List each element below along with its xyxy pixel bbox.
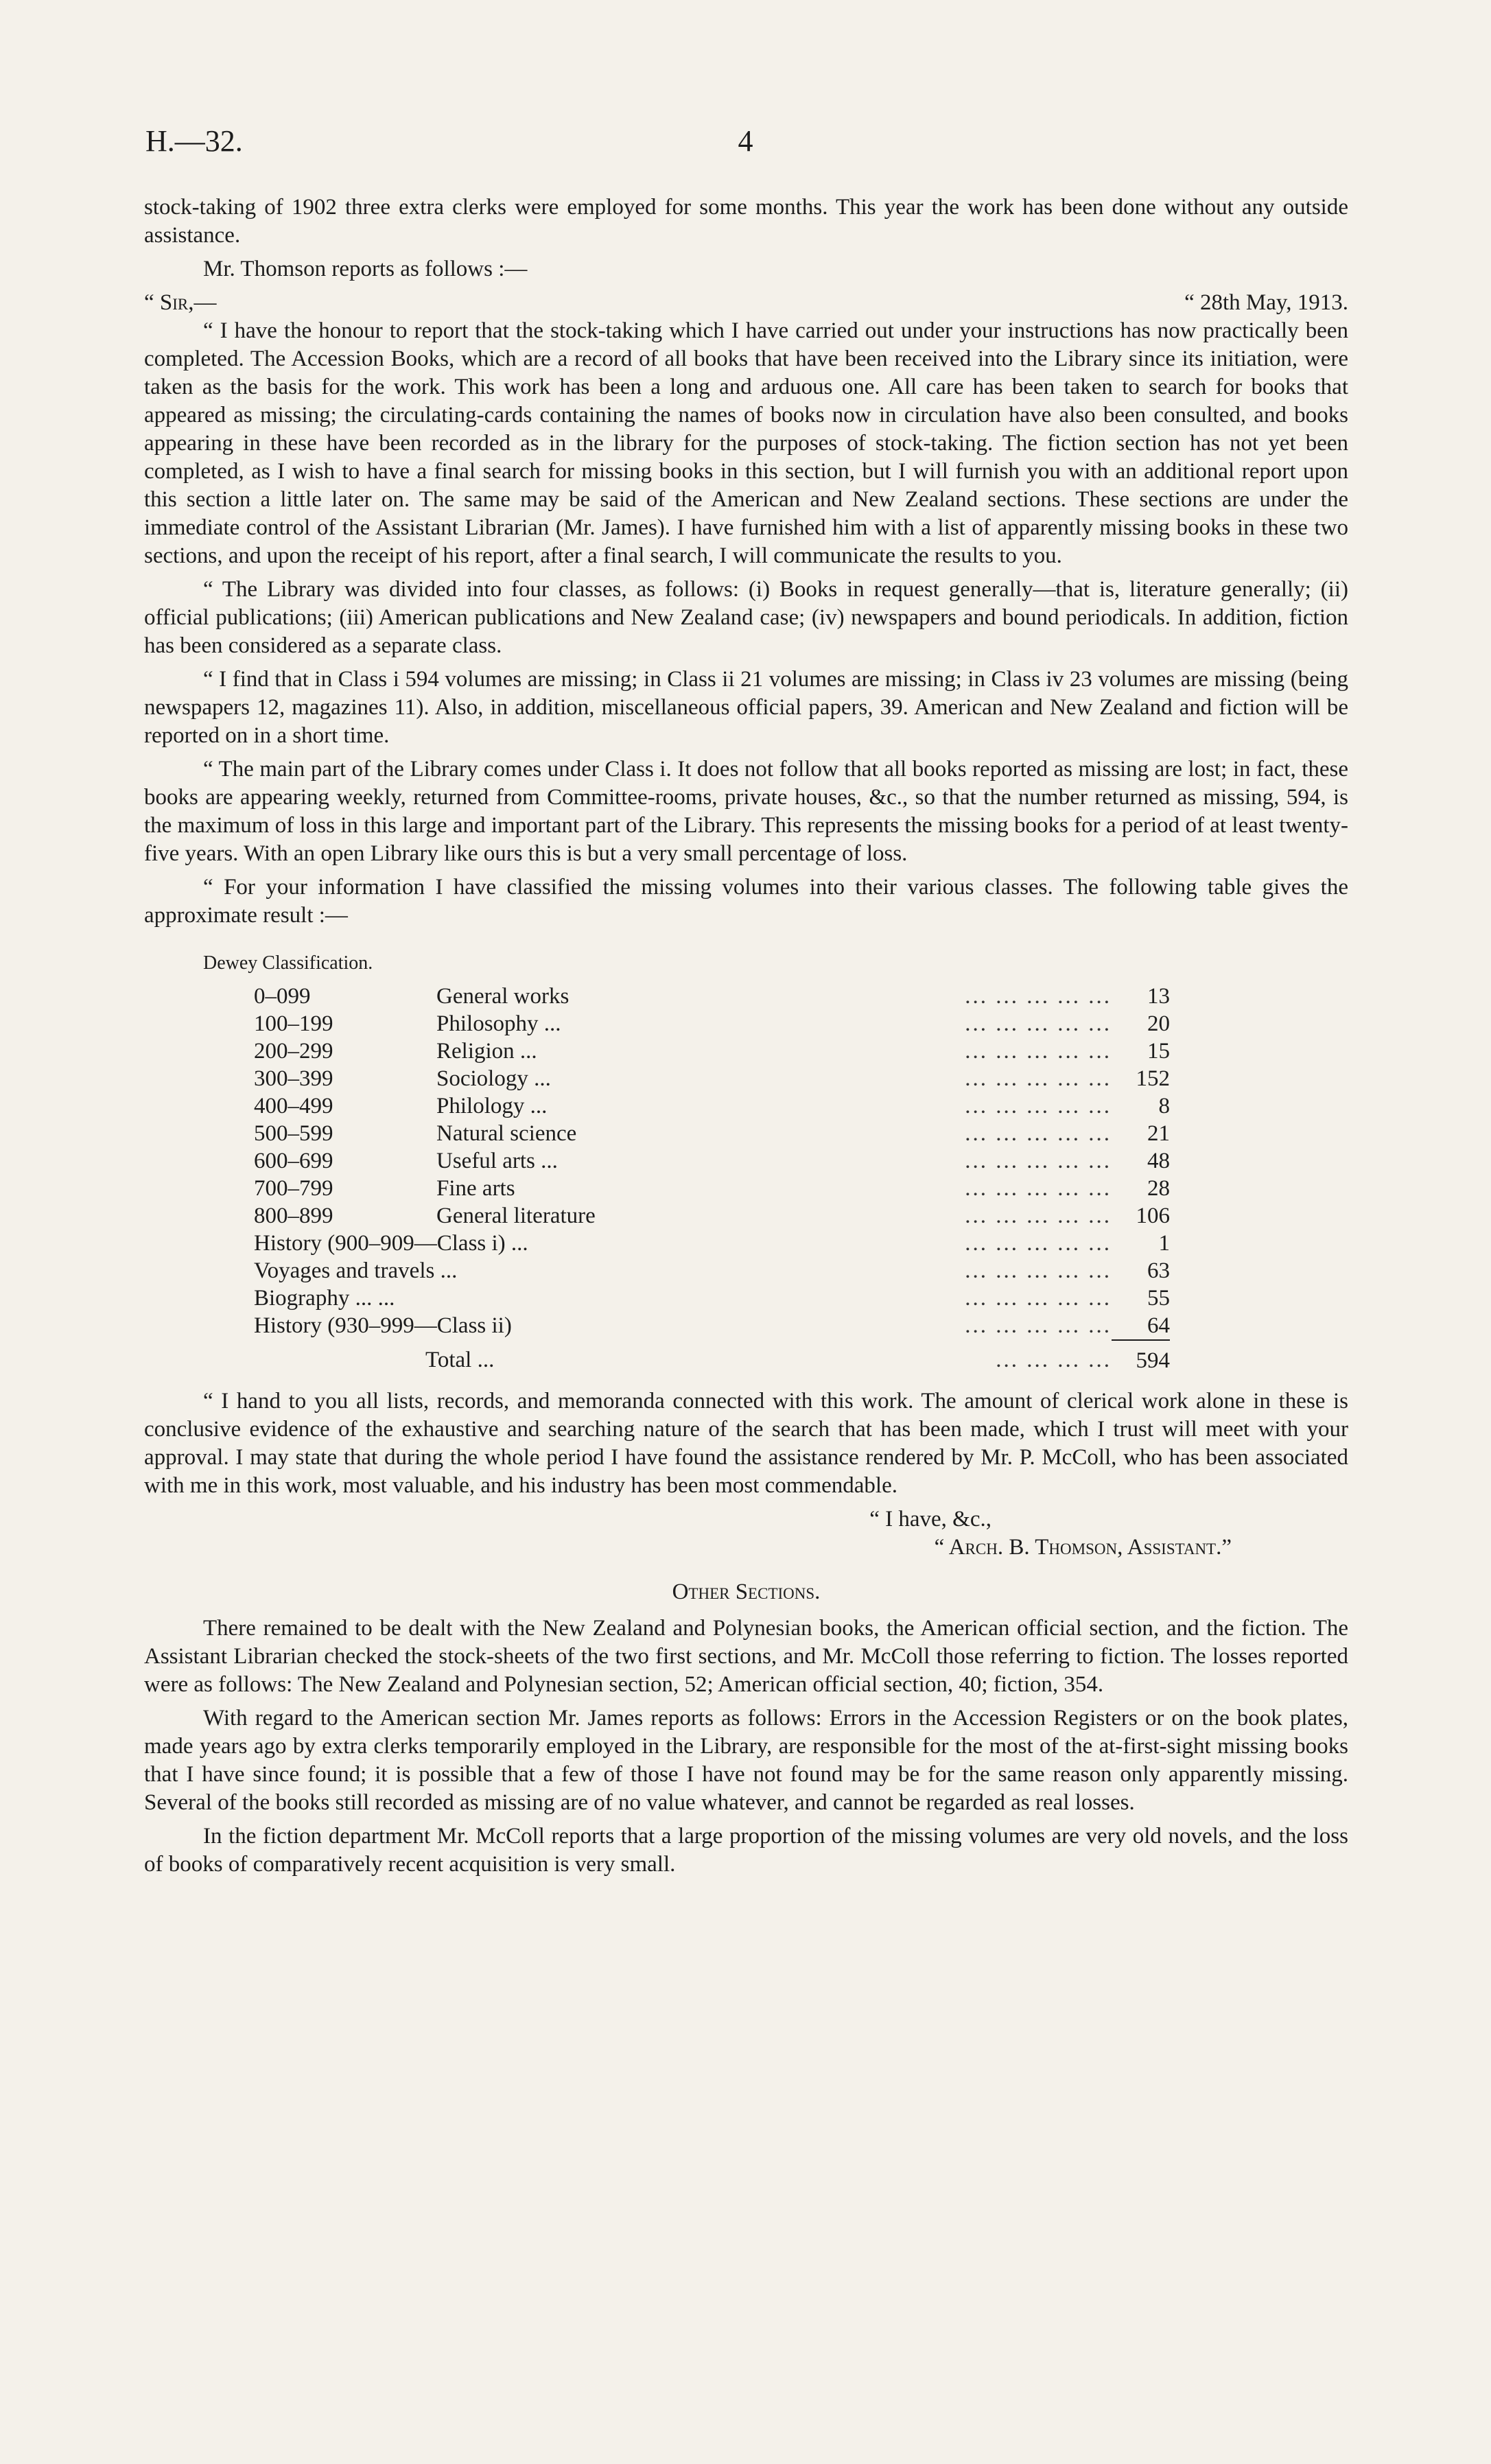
letter-paragraph: “ For your information I have classified the missing volumes into their various classes. The following table gives the approximate result :— (144, 875, 1348, 928)
intro-paragraph: Mr. Thomson reports as follows :— (203, 257, 528, 281)
document-reference: H.—32. (145, 124, 243, 158)
letter-date: “ 28th May, 1913. (1184, 290, 1348, 315)
table-row (254, 1010, 1170, 1037)
dewey-classification-table (254, 983, 1170, 1381)
class-name: Useful arts ... (436, 1149, 558, 1173)
class-name: General works (436, 984, 570, 1009)
class-name: Natural science (436, 1121, 577, 1146)
class-range: 400–499 (254, 1094, 333, 1118)
table-row (254, 983, 1170, 1010)
table-row (254, 1312, 1170, 1340)
dot-leader: ... ... ... ... ... (965, 1149, 1112, 1173)
missing-count: 106 (1136, 1204, 1170, 1228)
table-row (254, 1147, 1170, 1175)
total-label: Total ... (425, 1348, 495, 1372)
page-header (145, 124, 1346, 172)
missing-count: 20 (1147, 1011, 1170, 1036)
class-name: General literature (436, 1204, 596, 1228)
letter-closing-paragraph: “ I hand to you all lists, records, and memoranda connected with this work. The amount of clerical work alone in these is conclusive evidence of the exhaustive and searching nature of the search that has been made, which I trust will meet with your approval. I may state that during the whole period I have found the assistance rendered by Mr. P. McColl, who has been associated with me in this work, most valuable, and his industry has been most commendable. (144, 1389, 1348, 1498)
class-range: 0–099 (254, 984, 311, 1009)
table-row (254, 1120, 1170, 1147)
letter-paragraph: “ The Library was divided into four classes, as follows: (i) Books in request generally—that is, literature generally; (ii) official publications; (iii) American publications and New Zealand case; (iv) newspapers and bound periodicals. In addition, fiction has been considered as a separate class. (144, 577, 1348, 658)
class-range: 100–199 (254, 1011, 333, 1036)
section-paragraph: In the fiction department Mr. McColl reports that a large proportion of the missing volumes are very old novels, and the loss of books of comparatively recent acquisition is very small. (144, 1824, 1348, 1877)
dot-leader: ... ... ... ... ... (965, 1121, 1112, 1146)
missing-count: 48 (1147, 1149, 1170, 1173)
section-heading: Other Sections. (672, 1580, 821, 1604)
class-name: Philology ... (436, 1094, 548, 1118)
class-range: 600–699 (254, 1149, 333, 1173)
table-row (254, 1092, 1170, 1120)
class-range: 500–599 (254, 1121, 333, 1146)
dot-leader: ... ... ... ... ... (965, 1066, 1112, 1091)
letter-signature: “ Arch. B. Thomson, Assistant.” (934, 1535, 1232, 1560)
class-name: Biography ... ... (254, 1286, 395, 1311)
dot-leader: ... ... ... ... ... (965, 1231, 1112, 1256)
class-range: 300–399 (254, 1066, 333, 1091)
missing-count: 55 (1147, 1286, 1170, 1311)
table-row (254, 1065, 1170, 1092)
missing-count: 64 (1147, 1313, 1170, 1338)
table-row (254, 1284, 1170, 1312)
dot-leader: ... ... ... ... (996, 1348, 1112, 1372)
class-name: Fine arts (436, 1176, 515, 1201)
letter-sign-off: “ I have, &c., (869, 1507, 991, 1532)
missing-count: 63 (1147, 1258, 1170, 1283)
class-name: History (930–999—Class ii) (254, 1313, 512, 1338)
dot-leader: ... ... ... ... ... (965, 1258, 1112, 1283)
class-range: 700–799 (254, 1176, 333, 1201)
class-range: 200–299 (254, 1039, 333, 1064)
missing-count: 28 (1147, 1176, 1170, 1201)
missing-count: 1 (1158, 1231, 1170, 1256)
letter-salutation: “ Sir,— (144, 290, 217, 315)
class-name: Sociology ... (436, 1066, 551, 1091)
table-row (254, 1257, 1170, 1284)
dot-leader: ... ... ... ... ... (965, 1039, 1112, 1064)
dot-leader: ... ... ... ... ... (965, 1176, 1112, 1201)
class-name: Voyages and travels ... (254, 1258, 458, 1283)
section-paragraph: There remained to be dealt with the New Zealand and Polynesian books, the American official section, and the fiction. The Assistant Librarian checked the stock-sheets of the two first sections, and Mr. McColl those referring to fiction. The losses reported were as follows: The New Zealand and Polynesian section, 52; American official section, 40; fiction, 354. (144, 1616, 1348, 1697)
missing-count: 21 (1147, 1121, 1170, 1146)
total-value: 594 (1112, 1340, 1170, 1381)
missing-count: 13 (1147, 984, 1170, 1009)
missing-count: 152 (1136, 1066, 1170, 1091)
letter-paragraph: “ I have the honour to report that the stock-taking which I have carried out under your instructions has now practically been completed. The Accession Books, which are a record of all books that have been received into the Library since its initiation, were taken as the basis for the work. This work has been a long and arduous one. All care has been taken to search for books that appeared as missing; the circulating-cards containing the names of books now in circulation have also been consulted, and books appearing in these have been recorded as in the library for the purposes of stock-taking. The fiction section has not yet been completed, as I wish to have a final search for missing books in this section, but I will furnish you with an additional report upon this section a little later on. The same may be said of the American and New Zealand sections. These sections are under the immediate control of the Assistant Librarian (Mr. James). I have furnished him with a list of apparently missing books in these two sections, and upon the receipt of his report, after a final search, I will communicate the results to you. (144, 318, 1348, 568)
table-row (254, 1230, 1170, 1257)
class-name: History (900–909—Class i) ... (254, 1231, 528, 1256)
dot-leader: ... ... ... ... ... (965, 1204, 1112, 1228)
table-row (254, 1175, 1170, 1202)
table-row (254, 1202, 1170, 1230)
class-name: Religion ... (436, 1039, 537, 1064)
page-number: 4 (738, 124, 753, 158)
table-caption: Dewey Classification. (203, 952, 373, 974)
table-row (254, 1037, 1170, 1065)
dot-leader: ... ... ... ... ... (965, 1313, 1112, 1338)
letter-paragraph: “ I find that in Class i 594 volumes are missing; in Class ii 21 volumes are missing; in Class iv 23 volumes are missing (being newspapers 12, magazines 11). Also, in addition, miscellaneous official papers, 39. American and New Zealand and fiction will be reported on in a short time. (144, 667, 1348, 748)
dot-leader: ... ... ... ... ... (965, 1094, 1112, 1118)
page-body (144, 193, 1348, 1884)
table-total-row (254, 1340, 1170, 1381)
class-name: Philosophy ... (436, 1011, 561, 1036)
section-paragraph: With regard to the American section Mr. James reports as follows: Errors in the Accession Registers or on the book plates, made years ago by extra clerks temporarily employed in the Library, are responsible for the most of the at-first-sight missing books that I have since found; it is possible that a few of those I have not found may be for the same reason only apparently missing. Several of the books still recorded as missing are of no value whatever, and cannot be regarded as real losses. (144, 1706, 1348, 1815)
letter-salutation-row (144, 289, 1348, 317)
intro-paragraph: stock-taking of 1902 three extra clerks were employed for some months. This year the work has been done without any outside assistance. (144, 195, 1348, 248)
dot-leader: ... ... ... ... ... (965, 1011, 1112, 1036)
missing-count: 8 (1158, 1094, 1170, 1118)
missing-count: 15 (1147, 1039, 1170, 1064)
letter-paragraph: “ The main part of the Library comes under Class i. It does not follow that all books reported as missing are lost; in fact, these books are appearing weekly, returned from Committee-rooms, private houses, &c., so that the number returned as missing, 594, is the maximum of loss in this large and important part of the Library. This represents the missing books for a period of at least twenty-five years. With an open Library like ours this is but a very small percentage of loss. (144, 757, 1348, 866)
dot-leader: ... ... ... ... ... (965, 984, 1112, 1009)
class-range: 800–899 (254, 1204, 333, 1228)
dot-leader: ... ... ... ... ... (965, 1286, 1112, 1311)
